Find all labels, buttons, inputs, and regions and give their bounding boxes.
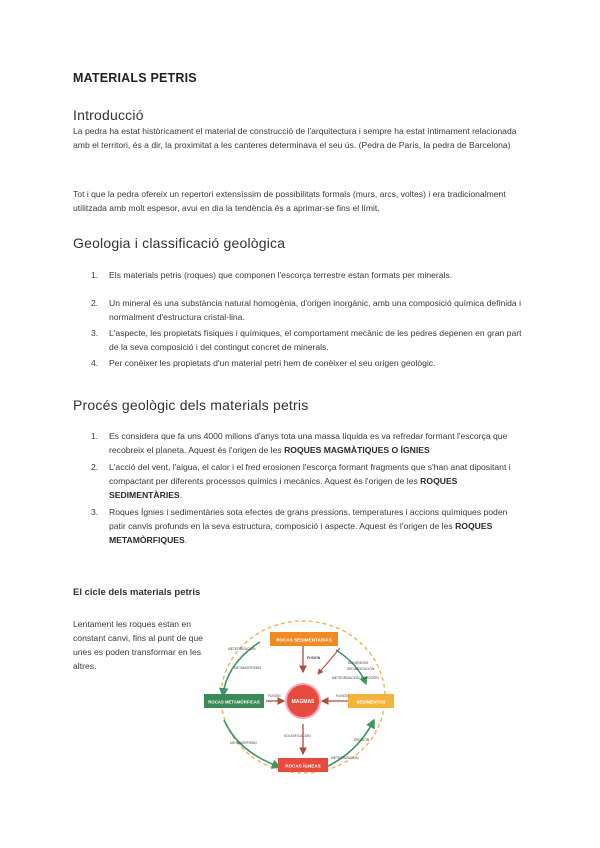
label-meteorizacion-br: METEORIZACIÓN [331,756,359,760]
label-metamorfismo-bl: METAMORFISMO [230,741,258,745]
list-number: 2. [91,298,99,308]
list-text: L'acció del vent, l'aigua, el calor i el fred erosionen l'escorça formant fragments que s'han anat dipositant i compactant per diferents processos químics i mecànics. Aquest és l'origen de les [109,462,511,486]
list-number: 3. [91,328,99,338]
label-fusion-top: FUSIÓN [307,656,321,660]
list-number: 1. [91,431,99,441]
list-text: Els materials petris (roques) que componen l'escorça terrestre estan formats per minerals. [109,270,453,280]
cicle-text: Lentament les roques estan en constant canvi, fins al punt de que unes es poden transformar en les altres. [73,619,203,671]
list-item [73,326,525,354]
list-strong: ROQUES SEDIMENTÀRIES [109,476,458,500]
label-meteorizacion-erosion: METEORIZACIÓN Y EROSIÓN [332,676,379,680]
list-text: Es considera que fa uns 4000 milions d'anys tota una massa líquida es va refredar formant l'escorça que recobreix el planeta. Aquest és l'origen de les [109,431,508,455]
box-rocas-sedimentarias-label: ROCAS SEDIMENTARIAS [276,637,332,643]
label-solidificacion: SOLIDIFICACIÓN [284,734,311,738]
geologia-list [73,268,525,370]
list-text: Un mineral és una substància natural homogènia, d'origen inorgànic, amb una composició química definida i normalment d'estructura cristal·lina. [109,298,521,322]
label-fusion-left: FUSIÓN [268,694,281,698]
label-diagenesis: DIAGÉNESIS [348,661,369,665]
label-fusion-right: FUSIÓN [336,694,349,698]
list-text: L'aspecte, les propietats físiques i químiques, el comportament mecànic de les pedres depenen en gran part de la seva composició i del contingut concret de minerals. [109,328,522,352]
rock-cycle-diagram [198,612,408,782]
list-number: 1. [91,270,99,280]
list-strong: ROQUES METAMÒRFIQUES [109,521,493,545]
intro-paragraph-1: La pedra ha estat històricament el material de construcció de l'arquitectura i sempre ha estat íntimament relacionada amb el territori, és a dir, la proximitat a les canteres determinava el seu ús. (Pedra de París, la pedra de Barcelona) [73,126,517,150]
proces-heading: Procés geològic dels materials petris [73,397,309,413]
list-number: 2. [91,462,99,472]
list-item [73,356,525,370]
label-meteorizacion-tl: METEORIZACIÓN [228,647,256,651]
box-rocas-igneas-label: ROCAS ÍGNEAS [285,763,321,769]
label-sedimentacion: SEDIMENTACIÓN [347,667,375,671]
arrow-metamorfismo-inner [318,648,340,674]
geologia-heading: Geologia i classificació geològica [73,235,286,251]
proces-list [73,429,525,547]
list-item [73,268,525,282]
box-sedimentos-label: SEDIMENTOS [356,699,386,705]
list-end: . [179,490,183,500]
cicle-heading: El cicle dels materials petris [73,587,201,598]
box-rocas-metamorficas-label: ROCAS METAMÓRFICAS [208,699,260,705]
list-end: . [184,535,188,545]
circle-magmas-label: MAGMAS [291,699,315,705]
list-item [73,505,525,547]
list-strong: ROQUES MAGMÀTIQUES O ÍGNIES [284,445,430,455]
list-item [73,460,525,502]
intro-heading: Introducció [73,107,144,123]
intro-paragraph-2: Tot i que la pedra ofereix un repertori extensíssim de possibilitats formals (murs, arcs, voltes) i era tradicionalment utilitzada amb molt espesor, avui en dia la tendència és a aprimar-se fins el límit. [73,189,506,213]
list-text: Roques Ígnies i sedimentàries sota efectes de grans pressions, temperatures i accions químiques poden patir canvis profunds en la seva estructura, composició i aspecte. Aquest és l'origen de les [109,507,508,531]
label-metamorfismo-l: METAMORFISMO [234,666,262,670]
list-item [73,429,525,457]
list-number: 3. [91,507,99,517]
list-item [73,296,525,324]
page-title: MATERIALS PETRIS [73,71,197,85]
list-text: Per conèixer les propietats d'un material petri hem de conèixer el seu origen geològic. [109,358,436,368]
label-erosion: EROSIÓN [354,738,370,742]
list-number: 4. [91,358,99,368]
